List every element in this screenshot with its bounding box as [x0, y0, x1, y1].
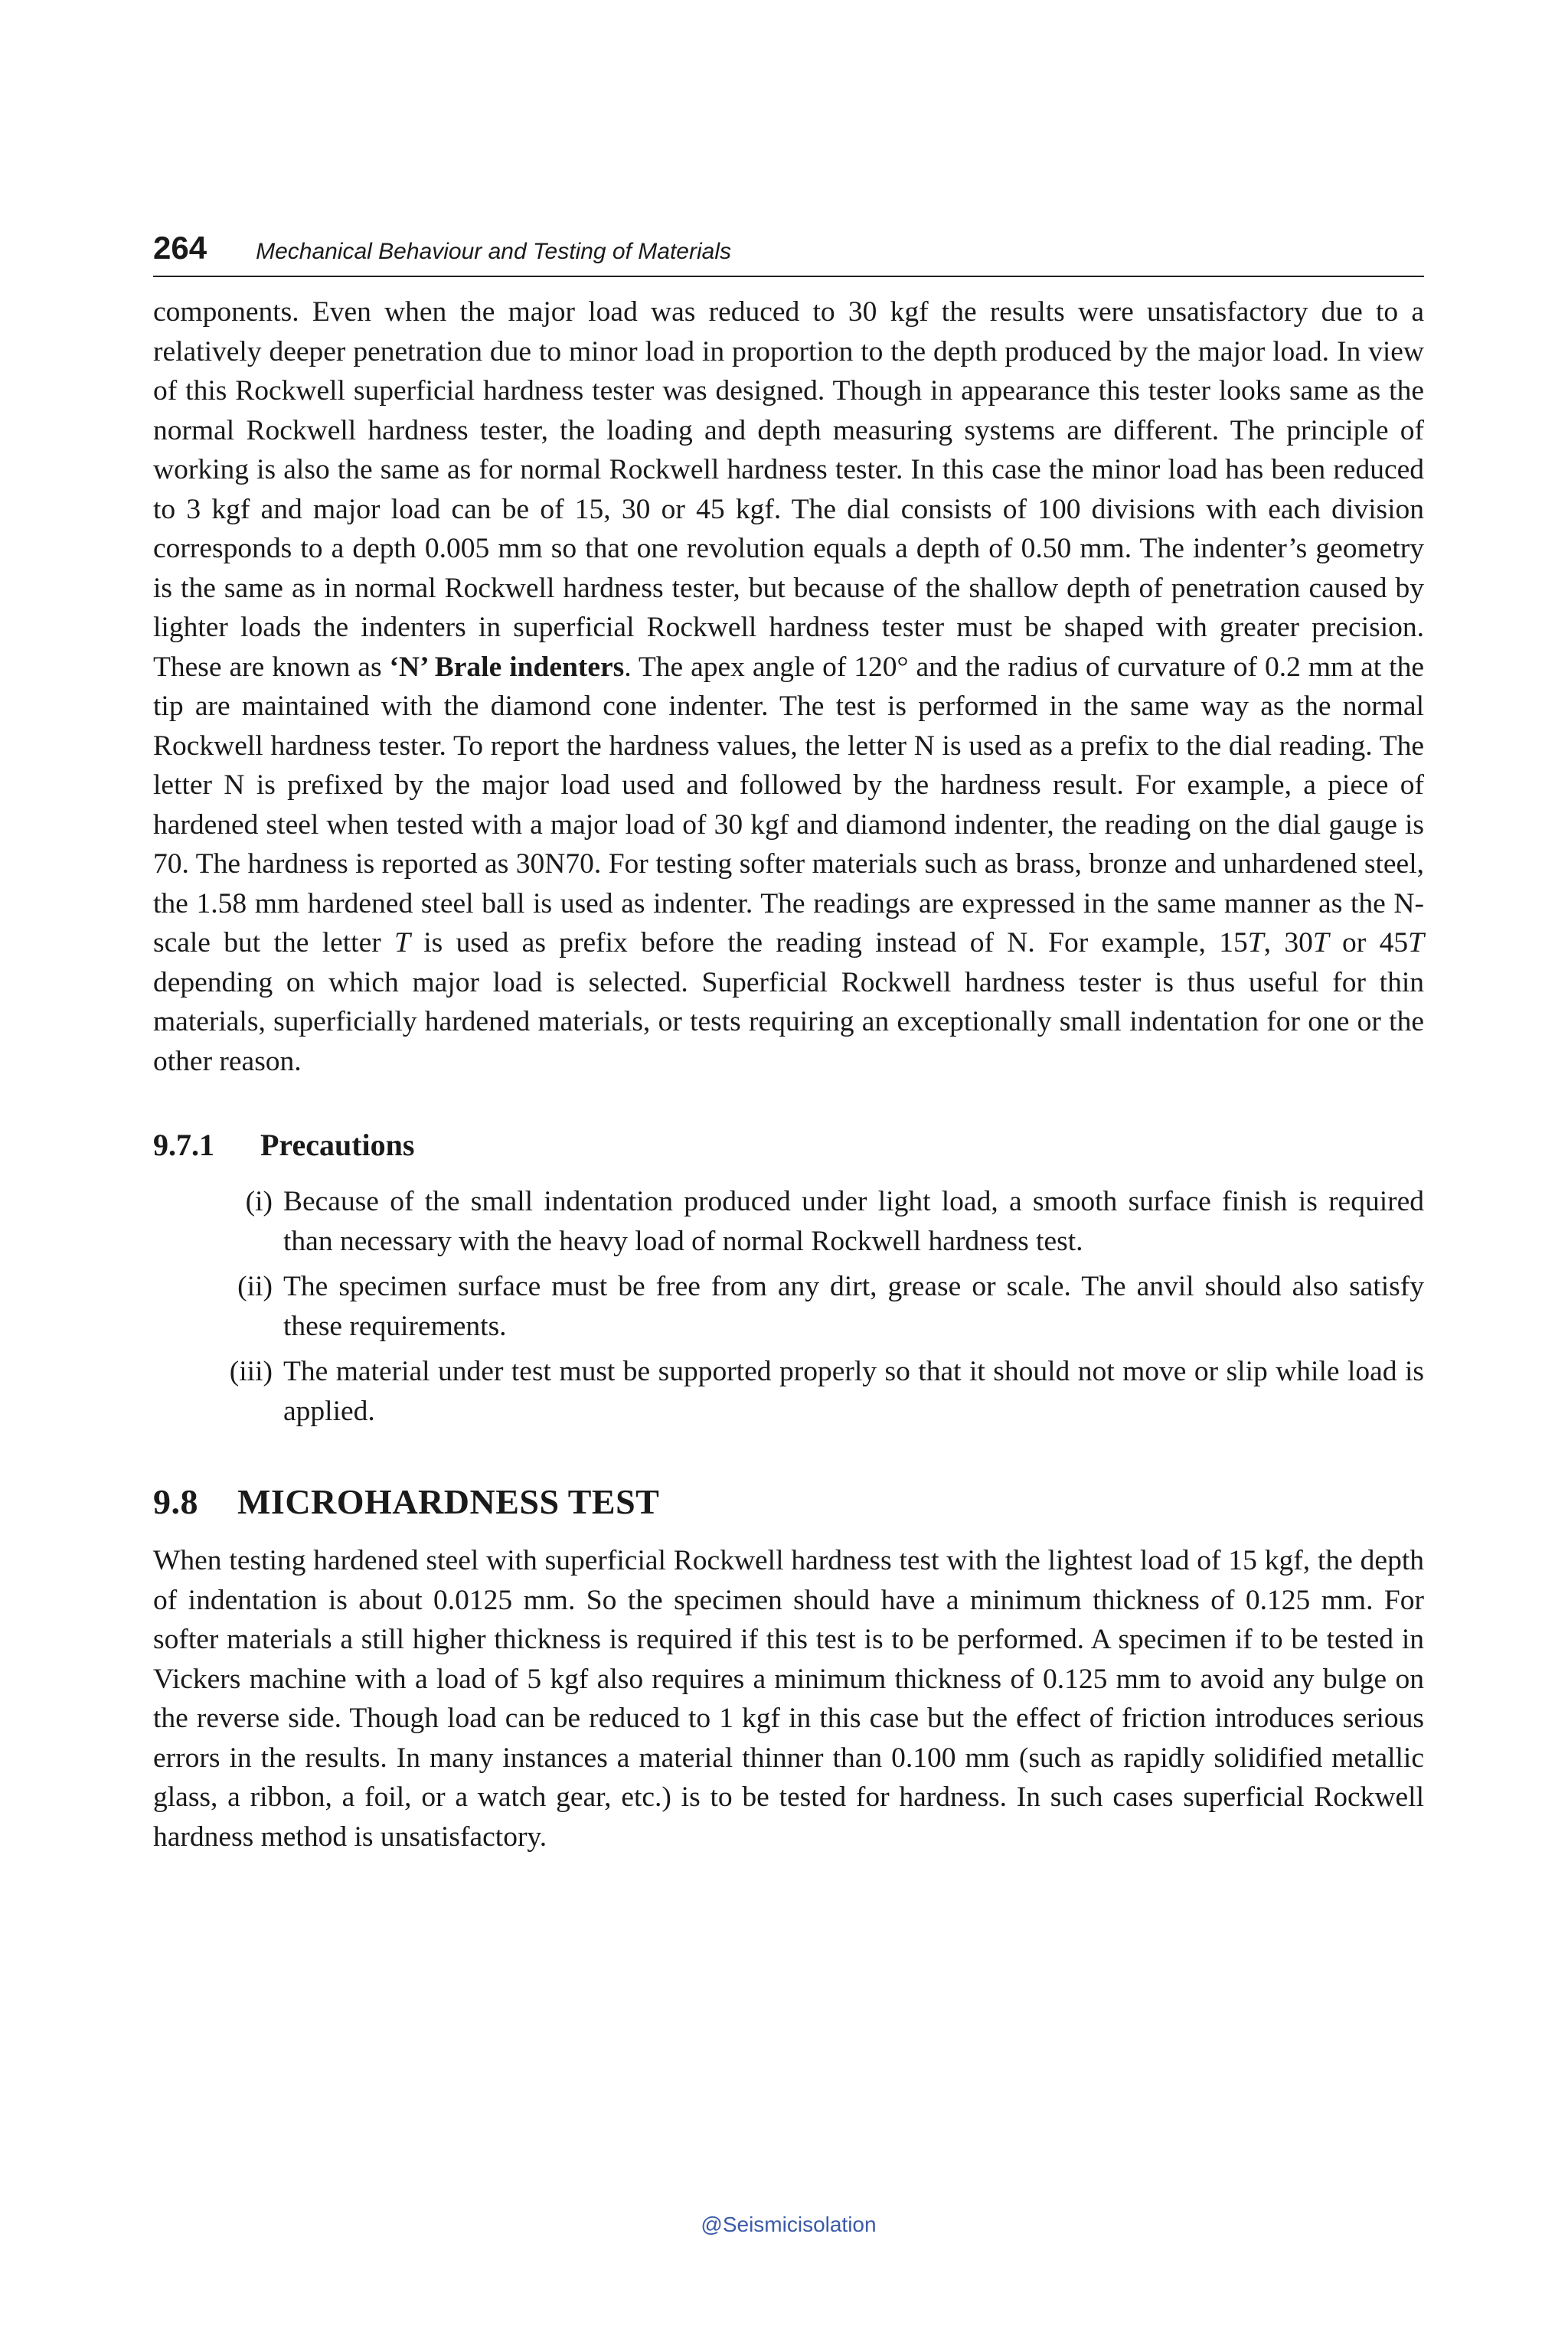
italic-run: T [1312, 927, 1329, 958]
section-paragraph: When testing hardened steel with superficial Rockwell hardness test with the lightest load of 15 kgf, the depth of indentation is about 0.0125 mm. So the specimen should have a minimum thickness of 0.125 mm. For softer materials a still higher thickness is required if this test is to be performed. A specimen if to be tested in Vickers machine with a load of 5 kgf also requires a minimum thickness of 0.125 mm to avoid any bulge on the reverse side. Though load can be reduced to 1 kgf in this case but the effect of friction introduces serious errors in the results. In many instances a material thinner than 0.100 mm (such as rapidly solidified metallic glass, a ribbon, a foil, or a watch gear, etc.) is to be tested for hardness. In such cases superficial Rockwell hardness method is unsatisfactory. [153, 1545, 1424, 1853]
text-run: is used as prefix before the reading instead of N. For example, 15 [410, 927, 1248, 958]
list-item-text: The material under test must be supported properly so that it should not move or slip while load is applied. [283, 1356, 1424, 1427]
text-run: , 30 [1263, 927, 1313, 958]
list-item [153, 1352, 1424, 1431]
section-heading [153, 1478, 1424, 1526]
section-title: MICROHARDNESS TEST [237, 1482, 660, 1521]
list-item-marker: (iii) [229, 1356, 273, 1387]
text-run: . The apex angle of 120° and the radius of curvature of 0.2 mm at the tip are maintained with the diamond cone indenter. The test is performed in the same way as the normal Rockwell hardness tester. To report the hardness values, the letter N is used as a prefix to the dial reading. The letter N is prefixed by the major load used and followed by the hardness result. For example, a piece of hardened steel when tested with a major load of 30 kgf and diamond indenter, the reading on the dial gauge is 70. The hardness is reported as 30N70. For testing softer materials such as brass, bronze and unhardened steel, the 1.58 mm hardened steel ball is used as indenter. The readings are expressed in the same manner as the N-scale but the letter [153, 651, 1424, 958]
list-item [153, 1182, 1424, 1261]
page-number: 264 [153, 230, 207, 266]
list-item-text: Because of the small indentation produced under light load, a smooth surface finish is required than necessary with the heavy load of normal Rockwell hardness test. [283, 1186, 1424, 1257]
book-title: Mechanical Behaviour and Testing of Materials [256, 239, 731, 264]
bold-run: ‘N’ Brale indenters [389, 651, 625, 683]
body-paragraph [153, 292, 1424, 1081]
italic-run: T [394, 927, 410, 958]
watermark [674, 2213, 903, 2237]
list-item-text: The specimen surface must be free from any dirt, grease or scale. The anvil should also satisfy these requirements. [283, 1271, 1424, 1342]
list-item-marker: (i) [245, 1186, 273, 1217]
subsection-number: 9.7.1 [153, 1128, 214, 1162]
section-number: 9.8 [153, 1482, 198, 1521]
document-page [153, 230, 1424, 1857]
list-item-marker: (ii) [237, 1271, 273, 1302]
subsection-title: Precautions [260, 1128, 415, 1162]
italic-run: T [1247, 927, 1264, 958]
list-item [153, 1267, 1424, 1346]
watermark-text: @Seismicisolation [701, 2213, 877, 2236]
text-run: depending on which major load is selected. Superficial Rockwell hardness tester is thus useful for thin materials, superficially hardened materials, or tests requiring an exceptionally small indentation for one or the other reason. [153, 966, 1424, 1077]
text-run: components. Even when the major load was reduced to 30 kgf the results were unsatisfactory due to a relatively deeper penetration due to minor load in proportion to the depth produced by the major load. In view of this Rockwell superficial hardness tester was designed. Though in appearance this tester looks same as the normal Rockwell hardness tester, the loading and depth measuring systems are different. The principle of working is also the same as for normal Rockwell hardness tester. In this case the minor load has been reduced to 3 kgf and major load can be of 15, 30 or 45 kgf. The dial consists of 100 divisions with each division corresponds to a depth 0.005 mm so that one revolution equals a depth of 0.50 mm. The indenter’s geometry is the same as in normal Rockwell hardness tester, but because of the shallow depth of penetration caused by lighter loads the indenters in superficial Rockwell hardness tester must be shaped with greater precision. These are known as [153, 296, 1424, 683]
text-run: or 45 [1328, 927, 1409, 958]
running-head [153, 230, 1424, 277]
italic-run: T [1408, 927, 1424, 958]
precautions-list [153, 1182, 1424, 1431]
subsection-heading [153, 1125, 1424, 1165]
